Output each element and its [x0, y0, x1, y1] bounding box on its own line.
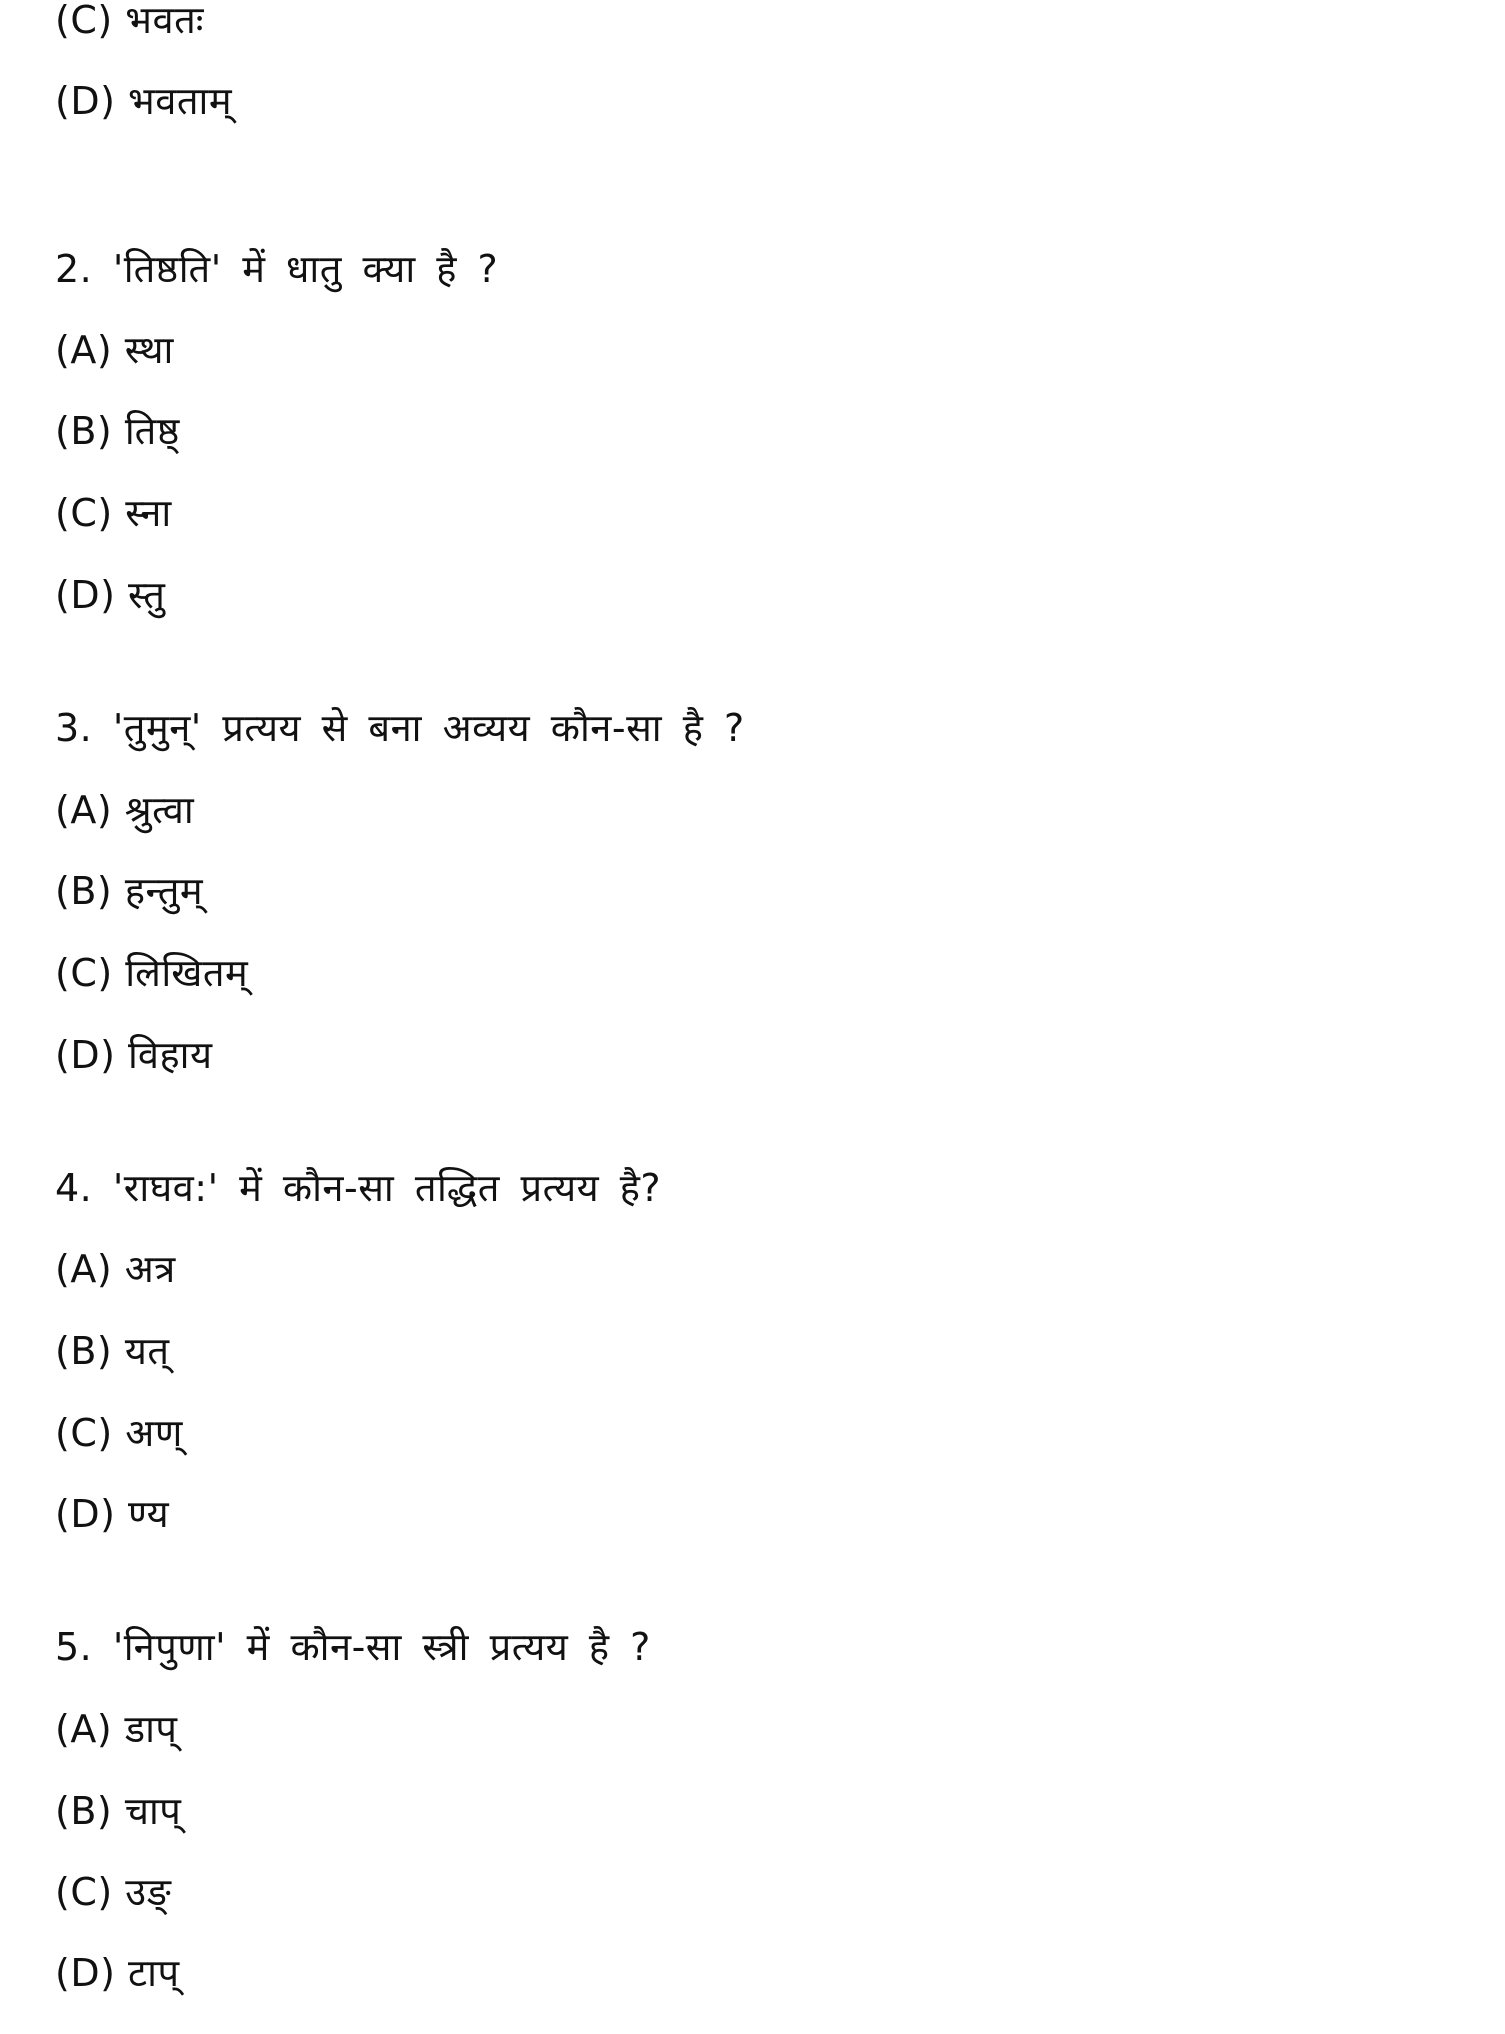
option-label: (A): [55, 788, 113, 832]
q4-option-d: [55, 1489, 169, 1539]
option-label: (A): [55, 1247, 113, 1291]
option-label: (B): [55, 1789, 113, 1833]
option-label: (B): [55, 869, 113, 913]
option-label: (A): [55, 1707, 113, 1751]
question-number: 3.: [55, 706, 93, 750]
q3-option-c: [55, 948, 248, 998]
q2-option-c: [55, 488, 172, 538]
q4-option-b: [55, 1326, 170, 1376]
q5-option-a: [55, 1704, 178, 1754]
question-text: 'तिष्ठति' में धातु क्या है ?: [112, 247, 499, 291]
option-text: ण्य: [128, 1492, 170, 1536]
option-text: तिष्ठ्: [124, 409, 180, 453]
question-number: 4.: [55, 1166, 93, 1210]
prev-option-c: [55, 0, 204, 45]
option-label: (D): [55, 1492, 116, 1536]
q3-option-d: [55, 1030, 213, 1080]
q5-option-b: [55, 1786, 181, 1836]
question-2: [55, 244, 498, 294]
q5-option-c: [55, 1867, 171, 1917]
q4-option-a: [55, 1244, 176, 1294]
option-text: स्तु: [128, 573, 166, 617]
option-text: हन्तुम्: [124, 869, 204, 913]
option-label: (B): [55, 1329, 113, 1373]
option-label: (C): [55, 951, 113, 995]
option-text: विहाय: [128, 1033, 213, 1077]
option-label: (B): [55, 409, 113, 453]
question-5: [55, 1622, 651, 1672]
option-label: (D): [55, 573, 116, 617]
q2-option-d: [55, 570, 165, 620]
q3-option-b: [55, 866, 203, 916]
option-text: लिखितम्: [125, 951, 249, 995]
option-label: (C): [55, 491, 113, 535]
option-text: अण्: [125, 1411, 183, 1455]
option-label: (C): [55, 1870, 113, 1914]
question-text: 'राघव:' में कौन-सा तद्धित प्रत्यय है?: [112, 1166, 662, 1210]
option-label: (C): [55, 0, 113, 42]
option-text: भवताम्: [128, 79, 233, 123]
option-text: डाप्: [124, 1707, 178, 1751]
question-3: [55, 703, 745, 753]
option-text: चाप्: [124, 1789, 182, 1833]
option-text: स्था: [124, 328, 174, 372]
question-text: 'निपुणा' में कौन-सा स्त्री प्रत्यय है ?: [112, 1625, 651, 1669]
question-text: 'तुमुन्' प्रत्यय से बना अव्यय कौन-सा है ?: [112, 706, 745, 750]
option-text: टाप्: [128, 1951, 180, 1995]
q5-option-d: [55, 1948, 180, 1998]
option-label: (D): [55, 79, 116, 123]
q4-option-c: [55, 1408, 183, 1458]
option-text: उङ्: [125, 1870, 172, 1914]
option-text: अत्र: [124, 1247, 176, 1291]
question-number: 5.: [55, 1625, 93, 1669]
option-label: (D): [55, 1033, 116, 1077]
option-label: (A): [55, 328, 113, 372]
q2-option-a: [55, 325, 174, 375]
question-number: 2.: [55, 247, 93, 291]
prev-option-d: [55, 76, 232, 126]
option-label: (C): [55, 1411, 113, 1455]
option-text: भवतः: [125, 0, 204, 42]
option-label: (D): [55, 1951, 116, 1995]
question-4: [55, 1163, 661, 1213]
option-text: यत्: [124, 1329, 170, 1373]
option-text: स्ना: [125, 491, 172, 535]
option-text: श्रुत्वा: [124, 788, 195, 832]
q3-option-a: [55, 785, 194, 835]
q2-option-b: [55, 406, 180, 456]
